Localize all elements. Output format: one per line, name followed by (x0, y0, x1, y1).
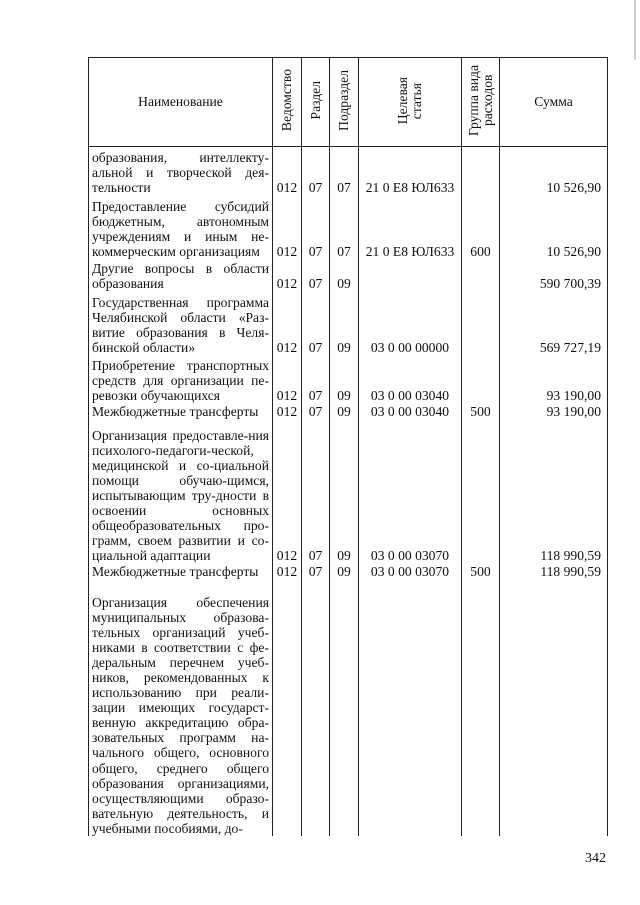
row-vedomstvo: 012 (273, 564, 302, 580)
row-podrazdel: 09 (330, 419, 359, 563)
row-gruppa (462, 291, 500, 355)
row-celevaya-statya: 21 0 Е8 ЮЛ633 (359, 147, 462, 196)
table-row (89, 580, 608, 836)
row-vedomstvo: 012 (273, 259, 302, 291)
table-row (89, 355, 608, 403)
row-name: Другие вопросы в области образования (89, 259, 273, 291)
row-name: Организация предоставле-ния психолого-педагоги-ческой, медицинской и со-циальной помощи обучаю-щимся, испытывающим тру-дности в освоении основных общеобразовательных про-грамм, своем развитии и со-циальной адаптации (89, 419, 273, 563)
row-celevaya-statya (359, 580, 462, 836)
row-summa: 569 727,19 (500, 291, 608, 355)
row-podrazdel: 09 (330, 291, 359, 355)
row-gruppa (462, 419, 500, 563)
table-header-row (89, 58, 608, 147)
row-summa: 118 990,59 (500, 564, 608, 580)
header-podrazdel: Подраздел (330, 58, 359, 147)
row-podrazdel: 07 (330, 195, 359, 259)
row-razdel: 07 (302, 355, 330, 403)
row-vedomstvo: 012 (273, 147, 302, 196)
row-podrazdel (330, 580, 359, 836)
row-celevaya-statya (359, 259, 462, 291)
row-podrazdel: 09 (330, 403, 359, 419)
row-summa: 10 526,90 (500, 195, 608, 259)
row-name: Государственная программа Челябинской области «Раз-витие образования в Челя-бинской области» (89, 291, 273, 355)
page-number: 342 (585, 851, 606, 866)
row-celevaya-statya: 03 0 00 03070 (359, 419, 462, 563)
table-row (89, 147, 608, 196)
row-celevaya-statya: 03 0 00 03040 (359, 355, 462, 403)
row-name: Межбюджетные трансферты (89, 564, 273, 580)
page-edge-line (634, 0, 636, 60)
row-name: Межбюджетные трансферты (89, 403, 273, 419)
row-gruppa: 500 (462, 564, 500, 580)
row-celevaya-statya: 03 0 00 00000 (359, 291, 462, 355)
row-vedomstvo: 012 (273, 291, 302, 355)
header-name: Наименование (89, 58, 273, 147)
row-name: Организация обеспечения муниципальных образова-тельных организаций учеб-никами в соответствии с фе-деральным перечнем учеб-ников, рекомендованных к использованию при реали-зации имеющих государст-венную аккредитацию обра-зовательных программ на-чального общего, основного общего, среднего общего образования организациями, осуществляющими образо-вательную деятельность, и учебными пособиями, до- (89, 580, 273, 836)
row-podrazdel: 09 (330, 355, 359, 403)
row-razdel (302, 580, 330, 836)
table-row (89, 291, 608, 355)
row-summa: 93 190,00 (500, 355, 608, 403)
table-row (89, 564, 608, 580)
table-row (89, 403, 608, 419)
row-name: образования, интеллекту-альной и творческой дея-тельности (89, 147, 273, 196)
row-vedomstvo (273, 580, 302, 836)
row-podrazdel: 09 (330, 564, 359, 580)
row-gruppa (462, 355, 500, 403)
row-razdel: 07 (302, 403, 330, 419)
row-celevaya-statya: 03 0 00 03070 (359, 564, 462, 580)
row-vedomstvo: 012 (273, 195, 302, 259)
row-summa: 118 990,59 (500, 419, 608, 563)
table-body (89, 147, 608, 837)
row-summa: 93 190,00 (500, 403, 608, 419)
header-celevaya-statya: Целевая статья (359, 58, 462, 147)
table-row (89, 195, 608, 259)
row-celevaya-statya: 03 0 00 03040 (359, 403, 462, 419)
table-row (89, 259, 608, 291)
row-razdel: 07 (302, 195, 330, 259)
row-podrazdel: 09 (330, 259, 359, 291)
row-gruppa (462, 259, 500, 291)
row-name: Приобретение транспортных средств для организации пе-ревозки обучающихся (89, 355, 273, 403)
header-razdel: Раздел (302, 58, 330, 147)
row-razdel: 07 (302, 564, 330, 580)
row-gruppa: 600 (462, 195, 500, 259)
row-razdel: 07 (302, 291, 330, 355)
row-summa (500, 580, 608, 836)
row-summa: 590 700,39 (500, 259, 608, 291)
row-gruppa (462, 580, 500, 836)
row-gruppa: 500 (462, 403, 500, 419)
row-vedomstvo: 012 (273, 403, 302, 419)
table-row (89, 419, 608, 563)
row-vedomstvo: 012 (273, 419, 302, 563)
row-gruppa (462, 147, 500, 196)
row-name: Предоставление субсидий бюджетным, автономным учреждениям и иным не-коммерческим организациям (89, 195, 273, 259)
row-razdel: 07 (302, 147, 330, 196)
row-celevaya-statya: 21 0 Е8 ЮЛ633 (359, 195, 462, 259)
row-razdel: 07 (302, 419, 330, 563)
row-podrazdel: 07 (330, 147, 359, 196)
header-vedomstvo: Ведомство (273, 58, 302, 147)
row-summa: 10 526,90 (500, 147, 608, 196)
row-vedomstvo: 012 (273, 355, 302, 403)
header-gruppa-vida-rashodov: Группа вида расходов (462, 58, 500, 147)
budget-table (88, 57, 608, 836)
row-razdel: 07 (302, 259, 330, 291)
header-summa: Сумма (500, 58, 608, 147)
